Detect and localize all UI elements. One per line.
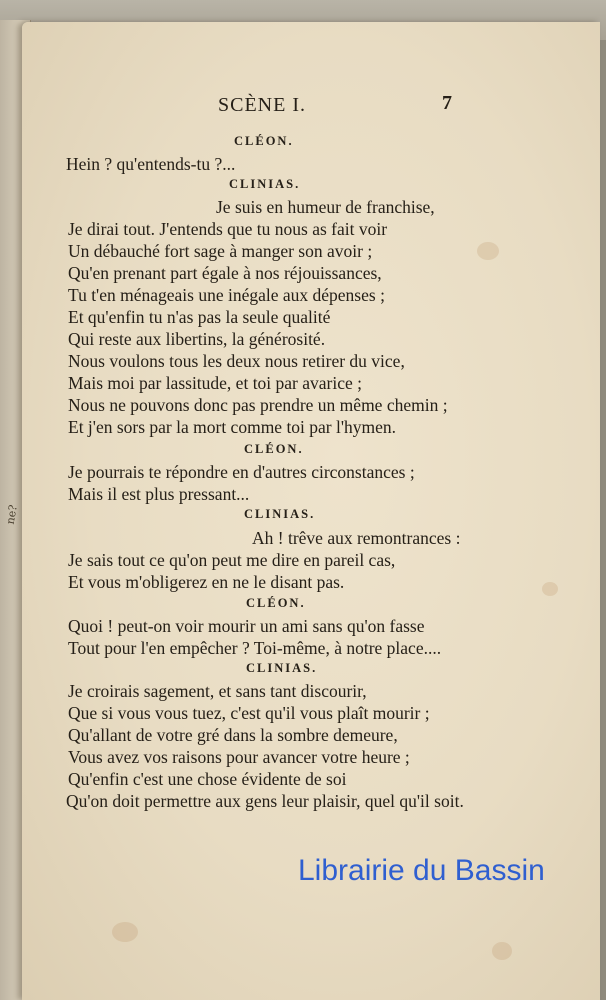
verse-line: Je suis en humeur de franchise, (216, 197, 435, 217)
page-number: 7 (442, 92, 452, 114)
verse-line: Et vous m'obligerez en ne le disant pas. (68, 572, 345, 592)
verse-line: Qui reste aux libertins, la générosité. (68, 329, 326, 349)
margin-text: ne? (3, 503, 20, 526)
verse-line: Et j'en sors par la mort comme toi par l'hymen. (68, 417, 397, 437)
verse-line: Qu'enfin c'est une chose évidente de soi (68, 769, 347, 789)
verse-line: Et qu'enfin tu n'as pas la seule qualité (68, 307, 331, 327)
verse-line: Je dirai tout. J'entends que tu nous as fait voir (68, 219, 388, 239)
running-header: SCÈNE I. (218, 94, 306, 116)
verse-line: Je pourrais te répondre en d'autres circonstances ; (68, 462, 415, 482)
verse-line: Que si vous vous tuez, c'est qu'il vous plaît mourir ; (68, 703, 430, 723)
verse-line: Tu t'en ménageais une inégale aux dépenses ; (68, 285, 385, 305)
verse-line: Un débauché fort sage à manger son avoir ; (68, 241, 373, 261)
verse-line: Je croirais sagement, et sans tant discourir, (68, 681, 367, 701)
speaker-name: CLINIAS. (244, 507, 316, 521)
verse-line: Ah ! trêve aux remontrances : (252, 528, 461, 548)
book-page (22, 22, 600, 1000)
speaker-name: CLINIAS. (246, 661, 318, 675)
page-text (22, 22, 600, 1000)
verse-line: Mais il est plus pressant... (68, 484, 250, 504)
watermark: Librairie du Bassin (298, 854, 545, 887)
speaker-name: CLÉON. (246, 596, 306, 610)
verse-line: Qu'allant de votre gré dans la sombre demeure, (68, 725, 398, 745)
verse-line: Mais moi par lassitude, et toi par avarice ; (68, 373, 363, 393)
verse-line: Qu'en prenant part égale à nos réjouissances, (68, 263, 382, 283)
verse-line: Quoi ! peut-on voir mourir un ami sans qu'on fasse (68, 616, 425, 636)
speaker-name: CLÉON. (234, 134, 294, 148)
speaker-name: CLINIAS. (229, 177, 301, 191)
verse-line: Vous avez vos raisons pour avancer votre heure ; (68, 747, 410, 767)
verse-line: Tout pour l'en empêcher ? Toi-même, à notre place.... (68, 638, 442, 658)
speaker-name: CLÉON. (244, 442, 304, 456)
verse-line: Je sais tout ce qu'on peut me dire en pareil cas, (68, 550, 396, 570)
verse-line: Nous ne pouvons donc pas prendre un même chemin ; (68, 395, 448, 415)
verse-line: Nous voulons tous les deux nous retirer du vice, (68, 351, 405, 371)
verse-line: Qu'on doit permettre aux gens leur plaisir, quel qu'il soit. (66, 791, 464, 811)
verse-line: Hein ? qu'entends-tu ?... (66, 154, 236, 174)
